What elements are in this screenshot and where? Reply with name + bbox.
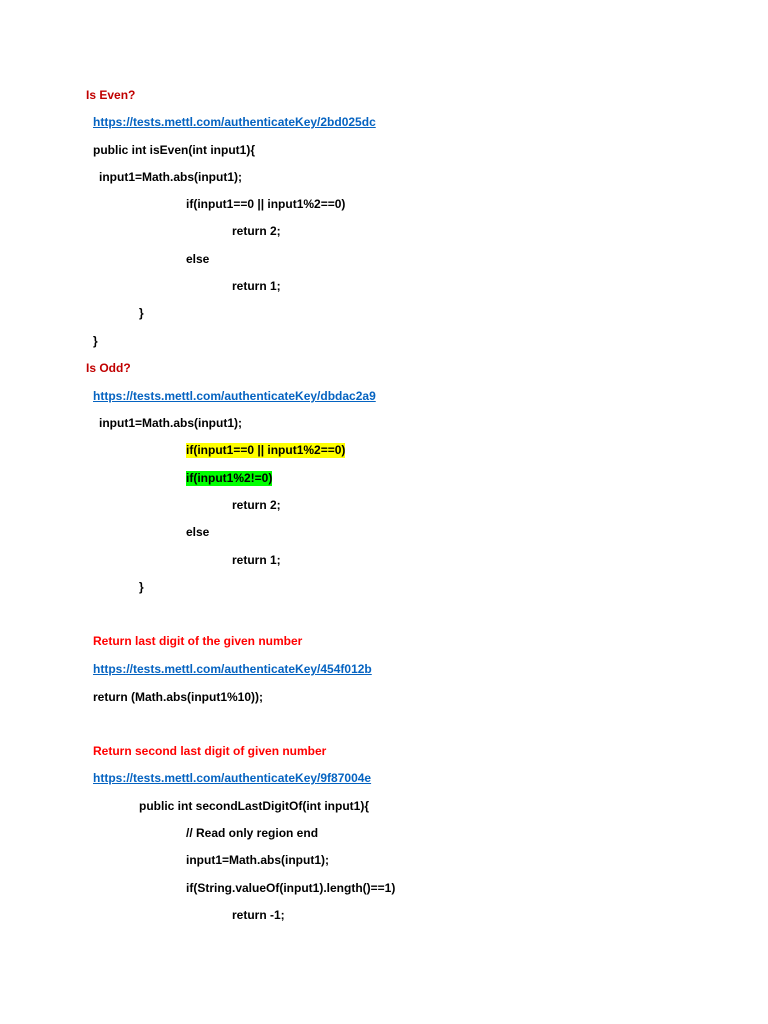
code-line: input1=Math.abs(input1); <box>99 170 242 184</box>
code-line: public int isEven(int input1){ <box>93 143 255 157</box>
code-line: if(input1==0 || input1%2==0) <box>186 197 346 211</box>
code-line: return 1; <box>232 553 281 567</box>
link-second-last-digit[interactable]: https://tests.mettl.com/authenticateKey/9f87004e <box>93 771 372 785</box>
code-line: else <box>186 252 210 266</box>
section-title-second-last-digit: Return second last digit of given number <box>93 744 327 758</box>
section-title-is-odd: Is Odd? <box>86 361 131 375</box>
code-line: else <box>186 525 210 539</box>
code-line: input1=Math.abs(input1); <box>186 853 329 867</box>
code-line: input1=Math.abs(input1); <box>99 416 242 430</box>
section-title-is-even: Is Even? <box>86 88 136 102</box>
code-line: public int secondLastDigitOf(int input1){ <box>139 799 369 813</box>
code-line-highlighted: if(input1==0 || input1%2==0) <box>186 443 346 457</box>
code-line: return (Math.abs(input1%10)); <box>93 690 264 704</box>
code-line: } <box>139 306 144 320</box>
code-line: return -1; <box>232 908 285 922</box>
code-line: return 1; <box>232 279 281 293</box>
code-line: } <box>139 580 144 594</box>
code-line: if(String.valueOf(input1).length()==1) <box>186 881 396 895</box>
code-line-highlighted: if(input1%2!=0) <box>186 471 273 485</box>
link-is-even[interactable]: https://tests.mettl.com/authenticateKey/2bd025dc <box>93 115 376 129</box>
code-line: return 2; <box>232 498 281 512</box>
link-last-digit[interactable]: https://tests.mettl.com/authenticateKey/454f012b <box>93 662 372 676</box>
code-line: return 2; <box>232 224 281 238</box>
code-line: // Read only region end <box>186 826 319 840</box>
code-line: } <box>93 334 98 348</box>
section-title-last-digit: Return last digit of the given number <box>93 634 303 648</box>
link-is-odd[interactable]: https://tests.mettl.com/authenticateKey/dbdac2a9 <box>93 389 376 403</box>
